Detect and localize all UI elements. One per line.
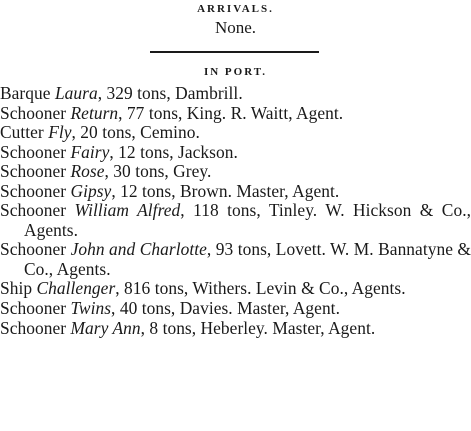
vessel-type: Schooner: [0, 200, 67, 221]
vessel-type: Schooner: [0, 298, 67, 319]
in-port-entry: [0, 162, 471, 182]
vessel-name: Return: [70, 102, 119, 123]
in-port-entry: [0, 143, 471, 163]
vessel-type: Schooner: [0, 102, 67, 123]
in-port-entry: [0, 299, 471, 319]
in-port-entry: [0, 240, 471, 279]
arrivals-status: None.: [214, 18, 257, 37]
vessel-name: Gipsy: [70, 180, 112, 201]
vessel-name: John and Charlotte: [70, 239, 207, 260]
vessel-type: Schooner: [0, 161, 67, 182]
vessel-name: Laura: [54, 83, 98, 103]
vessel-type: Barque: [0, 83, 51, 103]
in-port-entry: [0, 104, 471, 124]
vessel-name: William Alfred: [74, 200, 181, 221]
vessel-name: Mary Ann: [70, 317, 141, 338]
vessel-name: Challenger: [36, 278, 116, 299]
vessel-type: Schooner: [0, 239, 67, 260]
vessel-type: Cutter: [0, 122, 44, 143]
vessel-name: Fairy: [70, 141, 110, 162]
section-divider: [150, 51, 319, 53]
vessel-details: , 30 tons, Grey.: [104, 161, 212, 182]
vessel-details: , 40 tons, Davies. Master, Agent.: [111, 298, 340, 319]
vessel-type: Ship: [0, 278, 33, 299]
vessel-type: Schooner: [0, 141, 67, 162]
vessel-details: , 12 tons, Brown. Master, Agent.: [111, 180, 340, 201]
vessel-details: , 12 tons, Jackson.: [109, 141, 238, 162]
arrivals-heading: ARRIVALS.: [197, 3, 274, 15]
in-port-entry: [0, 182, 471, 202]
vessel-name: Fly: [48, 122, 72, 143]
vessel-details: , 816 tons, Withers. Levin & Co., Agents.: [115, 278, 406, 299]
vessel-details: , 118 tons, Tinley. W. Hickson & Co., Agents.: [24, 200, 471, 240]
in-port-entry: [0, 123, 471, 143]
in-port-entry: [0, 84, 471, 104]
in-port-list: [0, 84, 471, 338]
vessel-name: Rose: [70, 161, 105, 182]
vessel-type: Schooner: [0, 180, 67, 201]
in-port-entry: [0, 319, 471, 339]
vessel-details: , 8 tons, Heberley. Master, Agent.: [140, 317, 376, 338]
in-port-entry: [0, 201, 471, 240]
in-port-entry: [0, 279, 471, 299]
vessel-details: , 77 tons, King. R. Waitt, Agent.: [118, 102, 344, 123]
vessel-type: Schooner: [0, 317, 67, 338]
vessel-details: , 329 tons, Dambrill.: [97, 83, 243, 103]
in-port-heading: IN PORT.: [203, 66, 268, 78]
vessel-details: , 93 tons, Lovett. W. M. Bannatyne & Co., Agents.: [24, 239, 471, 279]
vessel-details: , 20 tons, Cemino.: [71, 122, 200, 143]
vessel-name: Twins: [70, 298, 112, 319]
